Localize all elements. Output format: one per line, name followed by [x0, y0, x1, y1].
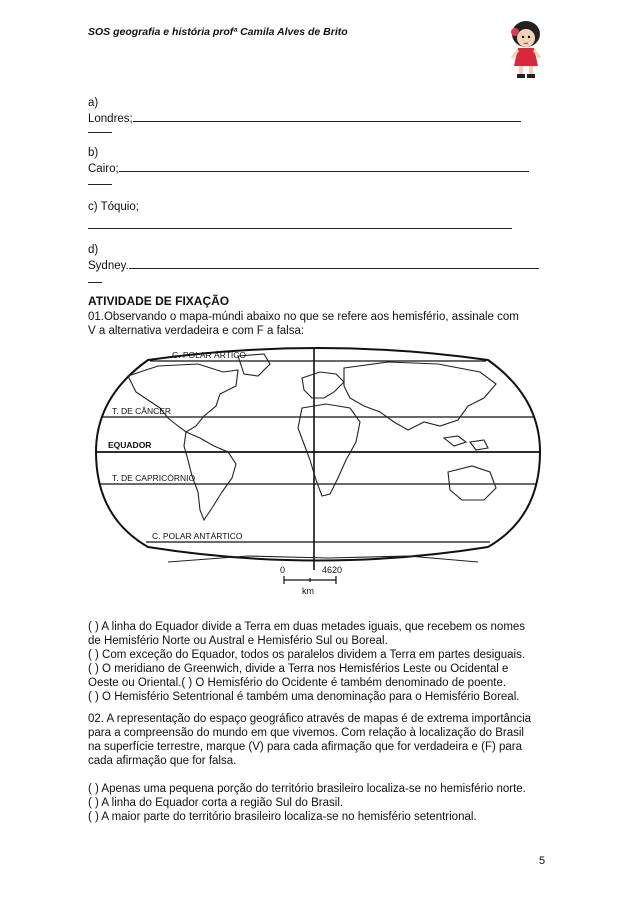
answer-line-continuation [88, 184, 112, 185]
question-2-text: na superfície terrestre, marque (V) para cada afirmação que for verdadeira e (F) para [88, 741, 523, 753]
option-line: de Hemisfério Norte ou Austral e Hemisfério Sul ou Boreal. [88, 635, 388, 647]
scale-value: 4620 [322, 565, 343, 575]
city-item-d [88, 243, 539, 273]
option-line: ( ) A linha do Equador divide a Terra em duas metades iguais, que recebem os nomes [88, 621, 526, 633]
option-line: ( ) A linha do Equador corta a região Sul do Brasil. [88, 797, 344, 809]
city-letter: a) [88, 97, 99, 109]
answer-line-continuation [88, 282, 102, 283]
option-line: ( ) Apenas uma pequena porção do território brasileiro localiza-se no hemisfério norte. [88, 783, 526, 795]
label-polar-artico: C. POLAR ÁRTICO [172, 350, 246, 360]
world-map [88, 342, 548, 604]
question-2-text: cada afirmação que for falsa. [88, 755, 237, 767]
city-label: c) Tóquio; [88, 201, 139, 213]
scale-unit: km [302, 586, 314, 596]
option-line: ( ) A maior parte do território brasileiro localiza-se no hemisfério setentrional. [88, 811, 477, 823]
answer-line-continuation [88, 132, 112, 133]
activity-section [88, 294, 558, 338]
question-1-intro: 01.Observando o mapa-múndi abaixo no que se refere aos hemisfério, assinale com [88, 311, 519, 323]
question-2-options [88, 782, 558, 824]
option-line: ( ) O meridiano de Greenwich, divide a Terra nos Hemisférios Leste ou Ocidental e [88, 663, 509, 675]
question-2-text: para a compreensão do mundo em que vivemos. Com relação à localização do Brasil [88, 727, 524, 739]
answer-line[interactable] [133, 110, 521, 122]
option-line: ( ) O Hemisfério Setentrional é também uma denominação para o Hemisfério Boreal. [88, 691, 520, 703]
question-1-intro-cont: V a alternativa verdadeira e com F a falsa: [88, 325, 305, 337]
city-name: Sydney. [88, 260, 129, 272]
map-outline [96, 348, 540, 561]
map-scale-bar [284, 576, 336, 584]
question-2 [88, 712, 558, 768]
page-number: 5 [539, 855, 546, 867]
city-name: Londres; [88, 113, 133, 125]
question-1-options [88, 620, 558, 704]
city-letter: b) [88, 147, 99, 159]
city-letter: d) [88, 244, 99, 256]
city-item-c [88, 200, 139, 214]
option-line: ( ) Com exceção do Equador, todos os paralelos dividem a Terra em partes desiguais. [88, 649, 526, 661]
label-polar-antartico: C. POLAR ANTÁRTICO [152, 531, 243, 541]
city-item-b [88, 146, 529, 176]
label-tropic-capricorn: T. DE CAPRICÓRNIO [112, 473, 196, 483]
answer-line[interactable] [119, 160, 529, 172]
page-header: SOS geografia e história profª Camila Alves de Brito [88, 26, 348, 38]
city-name: Cairo; [88, 163, 119, 175]
city-item-a [88, 96, 521, 126]
mafalda-mascot-icon [506, 18, 546, 80]
label-tropic-cancer: T. DE CÂNCER [112, 406, 172, 416]
activity-title: ATIVIDADE DE FIXAÇÃO [88, 294, 230, 308]
scale-zero: 0 [280, 565, 286, 575]
label-equator: EQUADOR [108, 440, 152, 450]
question-2-text: 02. A representação do espaço geográfico através de mapas é de extrema importância [88, 713, 532, 725]
answer-line[interactable] [129, 257, 539, 269]
option-line: Oeste ou Oriental.( ) O Hemisfério do Ocidente é também denominado de poente. [88, 677, 507, 689]
answer-line[interactable] [88, 228, 512, 229]
